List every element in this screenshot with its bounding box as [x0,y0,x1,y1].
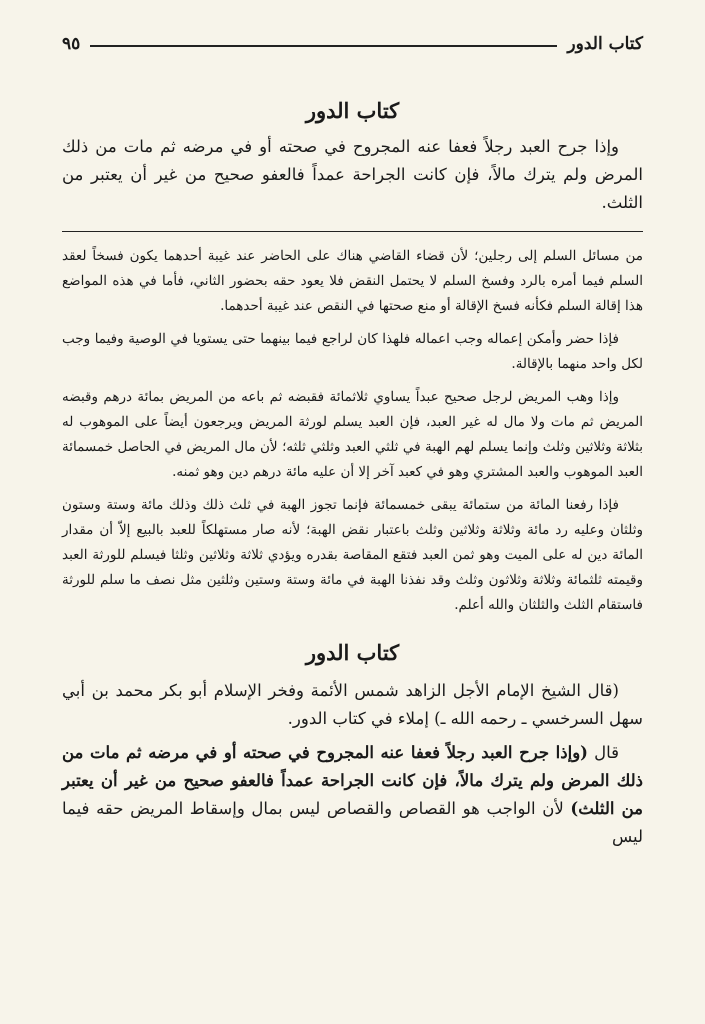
note-paragraph: من مسائل السلم إلى رجلين؛ لأن قضاء القاضي هناك على الحاضر عند غيبة أحدهما يكون فسخاً لعقد السلم فيما أمره بالرد وفسخ السلم لا يحتمل النقض فلا يعود حقه بحضور الثاني، فأما في هذه المواضع هذا إقالة السلم فكأنه فسخ الإقالة أو منع صحتها في النقص عند غيبة أحدهما. [62,248,643,314]
section-title-2: كتاب الدور [305,640,400,665]
header-rule [90,45,557,47]
note-paragraph: فإذا حضر وأمكن إعماله وجب اعماله فلهذا كان لراجع فيما بينهما حتى يستويا في الوصية وفيما وجب لكل واحد منهما بالإقالة. [62,331,643,372]
text-paragraph [62,739,643,851]
bold-quote: (وإذا جرح العبد رجلاً فعفا عنه المجروح في صحته أو في مرضه ثم مات من ذلك المرض ولم يترك مالاً، فإن كانت الجراحة عمداً فالعفو صحيح من غير أن يعتبر من الثلث) [62,743,643,818]
running-title: كتاب الدور [567,34,643,54]
footnote-separator [62,231,643,232]
main-paragraph: وإذا جرح العبد رجلاً فعفا عنه المجروح في صحته أو في مرضه ثم مات من ذلك المرض ولم يترك مالاً، فإن كانت الجراحة عمداً فالعفو صحيح من غير أن يعتبر من الثلث. [62,137,643,212]
qala-word: قال [594,743,620,762]
note-paragraph: فإذا رفعنا المائة من ستمائة يبقى خمسمائة فإنما تجوز الهبة في ثلث ذلك وذلك مائة وستة وستون وثلثان وعليه رد مائة وثلاثة وثلاثين وثلث باعتبار نقض الهبة؛ لأنه صار مستهلكاً للعبد بالبيع إلاّ أن مقدار المائة دين له على الميت وهو ثمن العبد فتقع المقاصة بقدره ويؤدي ثلاثة وثلاثين وثلثا فيسلم للورثة العبد وقيمته ثلثمائة وثلاثة وثلاثون وثلث وقد نفذنا الهبة في مائة وستة وستين وثلثين مثل نصف ما سلم للورثة فاستقام الثلث والثلثان والله أعلم. [62,497,643,613]
page-header [62,30,643,58]
continuation-text: لأن الواجب هو القصاص والقصاص ليس بمال وإسقاط المريض حقه فيما ليس [62,799,643,846]
note-paragraph: وإذا وهب المريض لرجل صحيح عبداً يساوي ثلاثمائة فقبضه ثم باعه من المريض بمائة درهم وقبضه المريض ثم مات ولا مال له غير العبد، فإن العبد يسلم لورثة المريض ويرجعون أيضاً على الموهوب له بثلاثة وثلاثين وثلث وإنما يسلم لهم الهبة في ثلثي العبد وثلثي ثلثه؛ لأن مال المريض في الحاصل خمسمائة العبد الموهوب والعبد المشتري وهو في كعبد آخر إلا أن عليه مائة درهم دين وهو ثمنه. [62,389,643,480]
page-number: ٩٥ [62,34,81,54]
intro-paragraph: (قال الشيخ الإمام الأجل الزاهد شمس الأئمة وفخر الإسلام أبو بكر محمد بن أبي سهل السرخسي ـ رحمه الله ـ) إملاء في كتاب الدور. [62,681,643,728]
section-title: كتاب الدور [305,98,400,123]
